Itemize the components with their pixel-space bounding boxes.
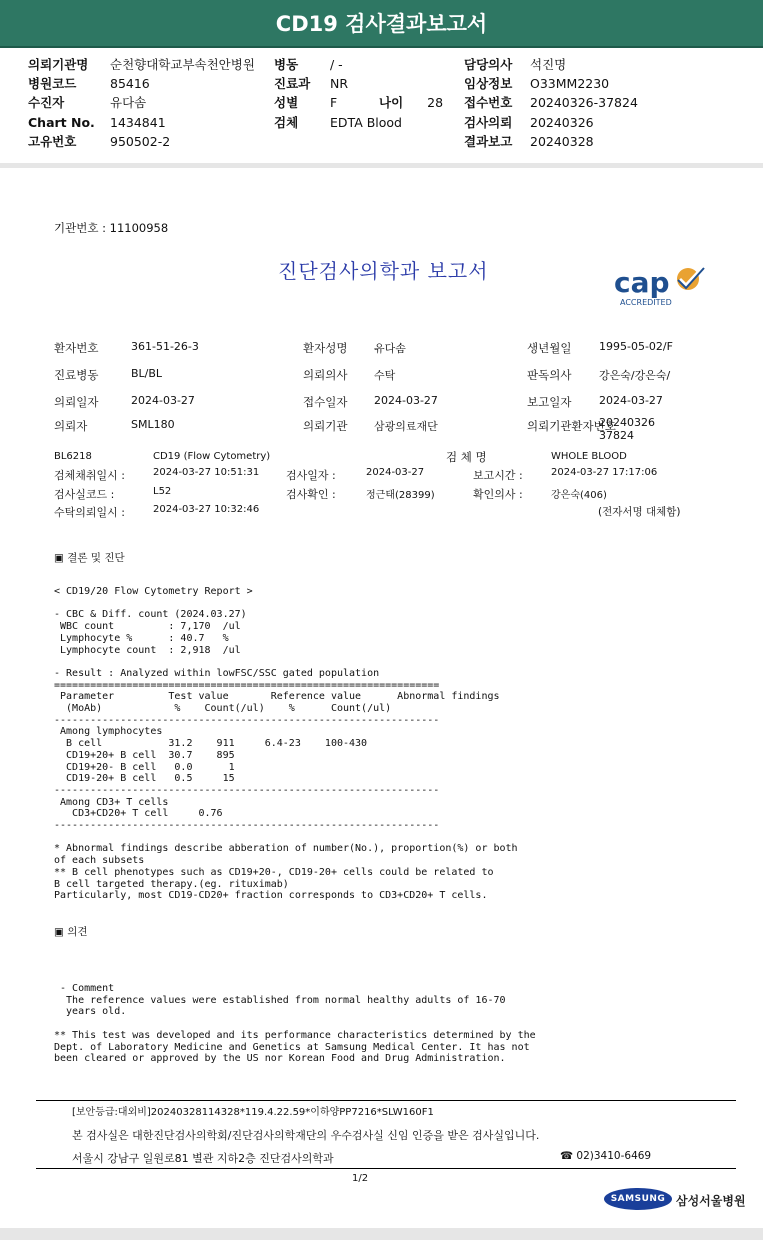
header-field-label: 병동 (274, 57, 299, 72)
info-line-label: 검사실코드 : (54, 488, 115, 501)
bottom-divider (0, 1228, 763, 1240)
test-name: CD19 (Flow Cytometry) (153, 451, 271, 462)
header-field-value: 20240326-37824 (530, 95, 638, 110)
info-value: BL/BL (131, 367, 163, 380)
comment-body: - Comment The reference values were established from normal healthy adults of 16-70 years old. ** This test was developed and its performance characteristics determined by the Dept. of Laboratory Medicine and Genetics at Samsung Medical Center. It has not been cleared or approved by the US nor Korean Food and Drug Administration. (54, 983, 536, 1065)
specimen-value: WHOLE BLOOD (551, 451, 627, 462)
info-line-label: 수탁의뢰일시 : (54, 506, 125, 519)
info-label: 의뢰기관 (303, 419, 348, 433)
age-value: 28 (427, 95, 444, 110)
info-value: 유다솜 (374, 342, 406, 355)
header-field-label: 수진자 (28, 95, 65, 110)
footer-phone: ☎ 02)3410-6469 (560, 1150, 652, 1162)
info-value: 1995-05-02/F (599, 340, 673, 353)
info-line-label: 보고시간 : (473, 469, 523, 482)
info-line-label: 검사일자 : (286, 469, 336, 482)
info-line-value: 강은숙(406) (551, 490, 607, 501)
info-label: 의뢰의사 (303, 368, 348, 382)
department-report-title: 진단검사의학과 보고서 (278, 259, 489, 283)
header-field-value: 1434841 (110, 115, 166, 130)
info-label: 의뢰기관환자번호 (527, 419, 616, 433)
info-value: 361-51-26-3 (131, 340, 199, 353)
test-code: BL6218 (54, 451, 92, 462)
info-value: 수탁 (374, 369, 396, 382)
info-line-label: 확인의사 : (473, 488, 523, 501)
header-field-value: 20240326 (530, 115, 594, 130)
header-field (28, 113, 166, 132)
info-label: 접수일자 (303, 395, 348, 409)
section-conclusion: ▣ 결론 및 진단 (54, 552, 125, 564)
header-field (28, 93, 146, 112)
institution-number: 기관번호 : 11100958 (54, 221, 169, 235)
header-field (464, 132, 594, 151)
header-field-label: 검체 (274, 115, 299, 130)
header-field-value: 85416 (110, 76, 150, 91)
header-field-label: 담당의사 (464, 57, 513, 72)
header-divider (0, 163, 763, 168)
header-field (28, 132, 170, 151)
header-field (464, 55, 566, 74)
age-label: 나이 (379, 95, 404, 110)
header-field-value: O33MM2230 (530, 76, 610, 91)
header-field-label: 고유번호 (28, 134, 77, 149)
info-line-value: 2024-03-27 (366, 467, 425, 478)
header-field (274, 74, 348, 93)
info-line-value: 정근태(28399) (366, 490, 435, 501)
info-label: 환자번호 (54, 341, 99, 355)
info-line-value: 2024-03-27 10:51:31 (153, 467, 260, 478)
header-field-value: 순천향대학교부속천안병원 (110, 57, 255, 72)
info-value: 2024032637824 (599, 416, 655, 442)
header-field-value: 20240328 (530, 134, 594, 149)
info-label: 판독의사 (527, 368, 572, 382)
header-field-value: NR (330, 76, 349, 91)
info-label: 의뢰일자 (54, 395, 99, 409)
header-field (464, 113, 594, 132)
header-field (464, 74, 609, 93)
specimen-label: 검 체 명 (446, 450, 487, 464)
header-field-value: / - (330, 57, 343, 72)
info-line-label: 검사확인 : (286, 488, 336, 501)
header-field-value: 유다솜 (110, 95, 147, 110)
header-field-label: 병원코드 (28, 76, 77, 91)
header-field-label: 임상정보 (464, 76, 513, 91)
info-value: 2024-03-27 (374, 394, 438, 407)
info-label: 의뢰자 (54, 419, 88, 433)
info-value: 2024-03-27 (599, 394, 663, 407)
footer-bottom-line (36, 1168, 736, 1169)
hospital-name: 삼성서울병원 (676, 1194, 746, 1208)
header-field (28, 55, 255, 74)
footer-security: [보안등급:대외비]20240328114328*119.4.22.59*이하양PP7216*SLW160F1 (72, 1107, 434, 1118)
info-label: 환자성명 (303, 341, 348, 355)
footer-address: 서울시 강남구 일원로81 별관 지하2층 진단검사의학과 (72, 1152, 334, 1165)
header-field-value: F (330, 95, 338, 110)
header-field (274, 93, 337, 112)
header-field-label: 성별 (274, 95, 299, 110)
cap-accredited-logo (610, 262, 710, 310)
info-line-label: 검체채취일시 : (54, 469, 125, 482)
info-line-value: (전자서명 대체함) (598, 506, 681, 518)
cap-logo-text: cap (614, 266, 670, 299)
header-field-label: 결과보고 (464, 134, 513, 149)
info-value: 2024-03-27 (131, 394, 195, 407)
info-value: 강은숙/강은숙/ (599, 369, 671, 382)
info-value: 삼광의료재단 (374, 420, 438, 433)
info-label: 진료병동 (54, 368, 99, 382)
info-line-value: 2024-03-27 17:17:06 (551, 467, 658, 478)
info-label: 생년월일 (527, 341, 572, 355)
header-field (274, 113, 402, 132)
section-opinion: ▣ 의견 (54, 926, 88, 938)
header-field-label: 접수번호 (464, 95, 513, 110)
header-field-label: 의뢰기관명 (28, 57, 89, 72)
header-field (28, 74, 150, 93)
page-number: 1/2 (352, 1173, 369, 1184)
info-value: SML180 (131, 418, 175, 431)
samsung-logo: SAMSUNG (604, 1188, 672, 1210)
age-field (379, 93, 443, 112)
header-field-value: EDTA Blood (330, 115, 402, 130)
report-title: CD19 검사결과보고서 (0, 0, 763, 48)
info-label: 보고일자 (527, 395, 572, 409)
cap-logo-sub: ACCREDITED (620, 298, 672, 307)
header-field (464, 93, 638, 112)
footer-certification: 본 검사실은 대한진단검사의학회/진단검사의학재단의 우수검사실 신임 인증을 받은 검사실입니다. (72, 1129, 540, 1142)
header-field (274, 55, 343, 74)
info-line-value: 2024-03-27 10:32:46 (153, 504, 260, 515)
info-line-value: L52 (153, 486, 172, 497)
header-field-value: 석진명 (530, 57, 567, 72)
header-field-value: 950502-2 (110, 134, 171, 149)
footer-top-line (36, 1100, 736, 1101)
header-field-label: 검사의뢰 (464, 115, 513, 130)
report-body: < CD19/20 Flow Cytometry Report > - CBC & Diff. count (2024.03.27) WBC count : 7,170 /ul Lymphocyte % : 40.7 % Lymphocyte count : 2,918 /ul - Result : Analyzed within lowFSC/SSC gated population ================================================================ Parameter Test value Reference value Abnormal findings (MoAb) % Count(/ul) % Count(/ul) ---------------------------------------------------------------- Among lymphocytes B cell 31.2 911 6.4-23 100-430 CD19+20+ B cell 30.7 895 CD19+20- B cell 0.0 1 CD19-20+ B cell 0.5 15 ---------------------------------------------------------------- Among CD3+ T cells CD3+CD20+ T cell 0.76 ---------------------------------------------------------------- * Abnormal findings describe abberation of number(No.), proportion(%) or both of each subsets ** B cell phenotypes such as CD19+20-, CD19-20+ cells could be related to B cell targeted therapy.(eg. rituximab) Particularly, most CD19-CD20+ fraction corresponds to CD3+CD20+ T cells. (54, 586, 518, 902)
header-field-label: 진료과 (274, 76, 311, 91)
header-field-label: Chart No. (28, 115, 95, 130)
